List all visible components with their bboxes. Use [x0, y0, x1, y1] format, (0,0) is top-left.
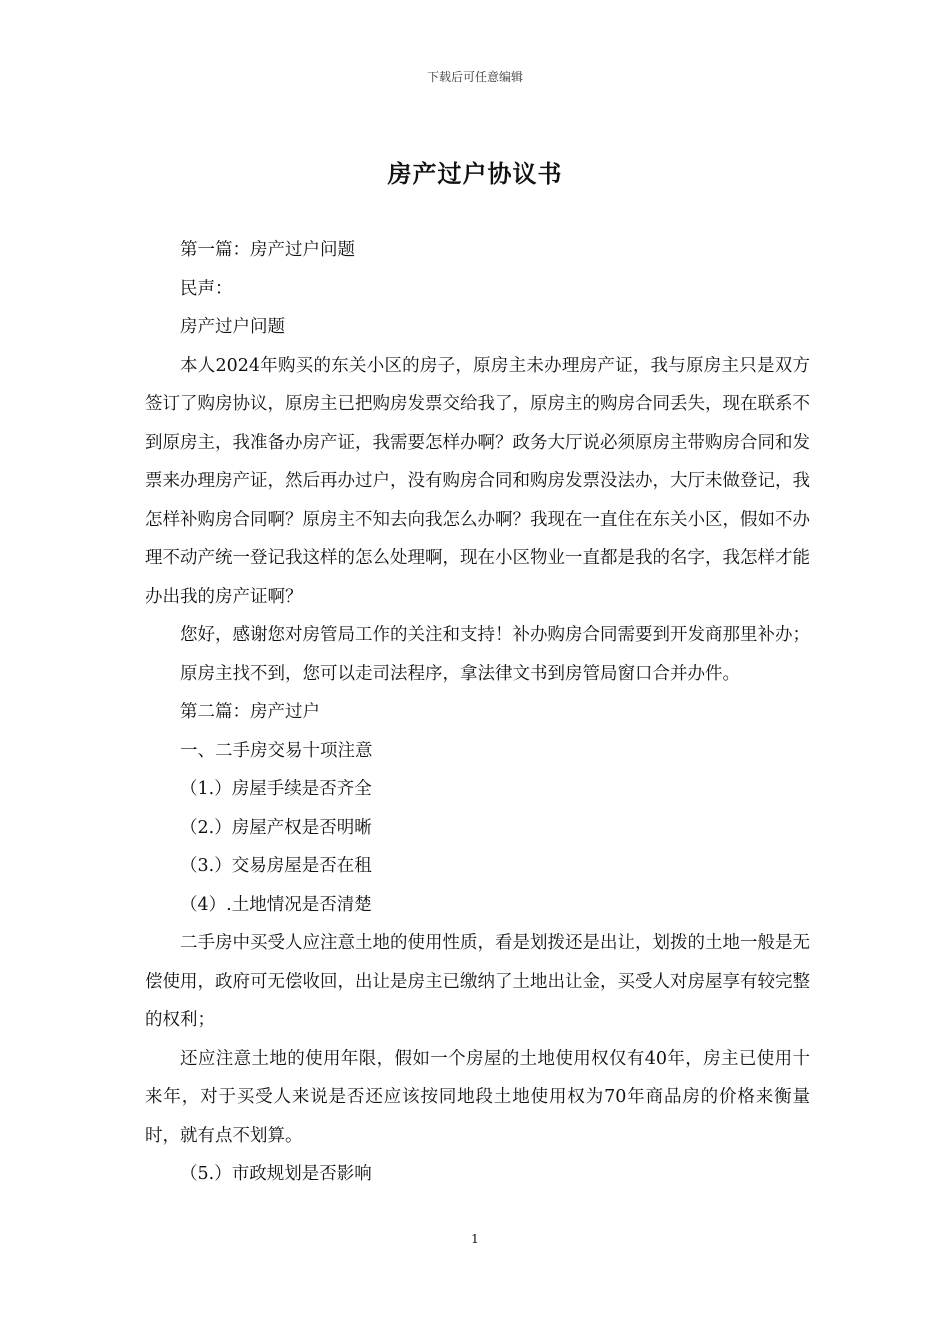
list-item-3: （3.）交易房屋是否在租 [180, 856, 372, 876]
header-note: 下载后可任意编辑 [426, 70, 523, 84]
paragraph-reply-2: 原房主找不到，您可以走司法程序，拿法律文书到房管局窗口合并办件。 [180, 663, 740, 684]
list-item-1: （1.）房屋手续是否齐全 [180, 779, 372, 799]
document-title: 房产过户协议书 [387, 159, 563, 188]
paragraph-land-term: 还应注意土地的使用年限，假如一个房屋的土地使用权仅有40年，房主已使用十来年，对于买受人来说是否还应该按同地段土地使用权为70年商品房的价格来衡量时，就有点不划算。 [145, 1048, 810, 1146]
paragraph-chapter-2-heading: 第二篇：房产过户 [180, 702, 320, 722]
paragraph-question-title: 房产过户问题 [180, 317, 285, 337]
document-body [145, 231, 810, 1194]
paragraph-public-voice-label: 民声： [180, 278, 233, 299]
paragraph-chapter-1-heading: 第一篇：房产过户问题 [180, 240, 355, 260]
paragraph-land-nature: 二手房中买受人应注意土地的使用性质，看是划拨还是出让，划拨的土地一般是无偿使用，政府可无偿收回，出让是房主已缴纳了土地出让金，买受人对房屋享有较完整的权利； [145, 933, 810, 1030]
list-item-5: （5.）市政规划是否影响 [180, 1164, 372, 1184]
paragraph-reply-1: 您好，感谢您对房管局工作的关注和支持！补办购房合同需要到开发商那里补办； [180, 625, 810, 645]
paragraph-section-heading: 一、二手房交易十项注意 [180, 740, 373, 761]
paragraph-question-body: 本人2024年购买的东关小区的房子，原房主未办理房产证，我与原房主只是双方签订了购房协议，原房主已把购房发票交给我了，原房主的购房合同丢失，现在联系不到原房主，我准备办房产证，我需要怎样办啊？政务大厅说必须原房主带购房合同和发票来办理房产证，然后再办过户，没有购房合同和购房发票没法办，大厅未做登记，我怎样补购房合同啊？原房主不知去向我怎么办啊？我现在一直住在东关小区，假如不办理不动产统一登记我这样的怎么处理啊，现在小区物业一直都是我的名字，我怎样才能办出我的房产证啊？ [145, 355, 810, 607]
page-number: 1 [471, 1232, 479, 1246]
list-item-2: （2.）房屋产权是否明晰 [180, 817, 372, 838]
list-item-4: （4）.土地情况是否清楚 [180, 894, 372, 915]
